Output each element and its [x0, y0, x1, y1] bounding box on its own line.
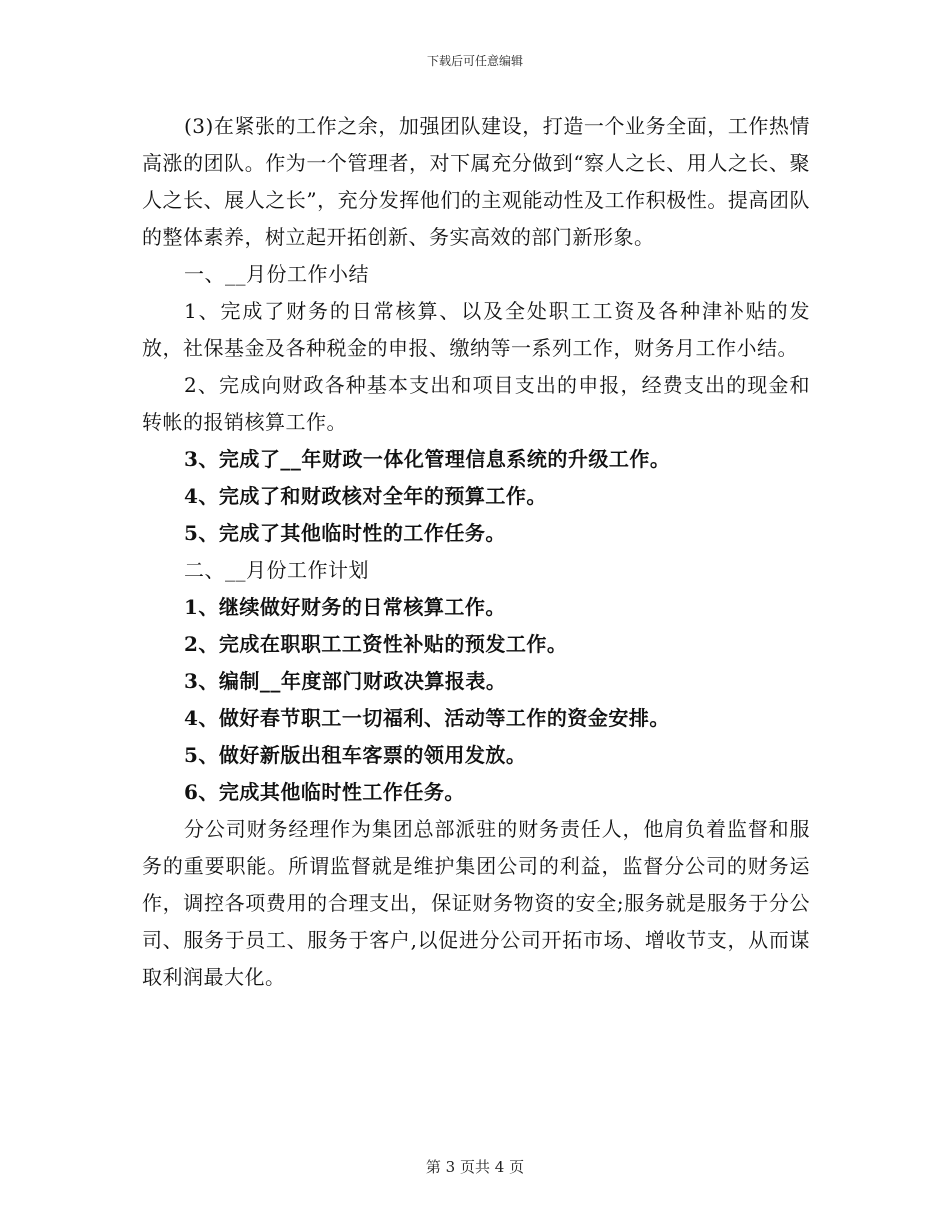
plan-item-2: 2、完成在职职工工资性补贴的预发工作。 [184, 632, 568, 656]
paragraph-team-building: (3)在紧张的工作之余，加强团队建设，打造一个业务全面，工作热情高涨的团队。作为一个管理者，对下属充分做到“察人之长、用人之长、聚人之长、展人之长”，充分发挥他们的主观能动性及工作积极性。提高团队的整体素养，树立起开拓创新、务实高效的部门新形象。 [142, 114, 810, 249]
summary-item-2: 2、完成向财政各种基本支出和项目支出的申报，经费支出的现金和转帐的报销核算工作。 [142, 373, 810, 434]
section-heading-summary: 一、__月份工作小结 [184, 262, 369, 286]
page-header: 下载后可任意编辑 [426, 54, 523, 68]
plan-item-6: 6、完成其他临时性工作任务。 [184, 780, 465, 804]
paragraph-manager-role: 分公司财务经理作为集团总部派驻的财务责任人，他肩负着监督和服务的重要职能。所谓监督就是维护集团公司的利益，监督分公司的财务运作，调控各项费用的合理支出，保证财务物资的安全;服务就是服务于分公司、服务于员工、服务于客户,以促进分公司开拓市场、增收节支，从而谋取利润最大化。 [142, 817, 810, 989]
plan-item-4: 4、做好春节职工一切福利、活动等工作的资金安排。 [184, 706, 670, 730]
plan-item-1: 1、继续做好财务的日常核算工作。 [184, 595, 506, 619]
plan-item-3: 3、编制__年度部门财政决算报表。 [184, 669, 507, 693]
summary-item-4: 4、完成了和财政核对全年的预算工作。 [184, 484, 547, 508]
plan-item-5: 5、做好新版出租车客票的领用发放。 [184, 743, 527, 767]
document-body [142, 108, 810, 996]
summary-item-3: 3、完成了__年财政一体化管理信息系统的升级工作。 [184, 447, 671, 471]
summary-item-5: 5、完成了其他临时性的工作任务。 [184, 521, 506, 545]
page-footer: 第 3 页共 4 页 [425, 1158, 525, 1176]
summary-item-1: 1、完成了财务的日常核算、以及全处职工工资及各种津补贴的发放，社保基金及各种税金的申报、缴纳等一系列工作，财务月工作小结。 [142, 299, 810, 360]
section-heading-plan: 二、__月份工作计划 [184, 558, 369, 582]
